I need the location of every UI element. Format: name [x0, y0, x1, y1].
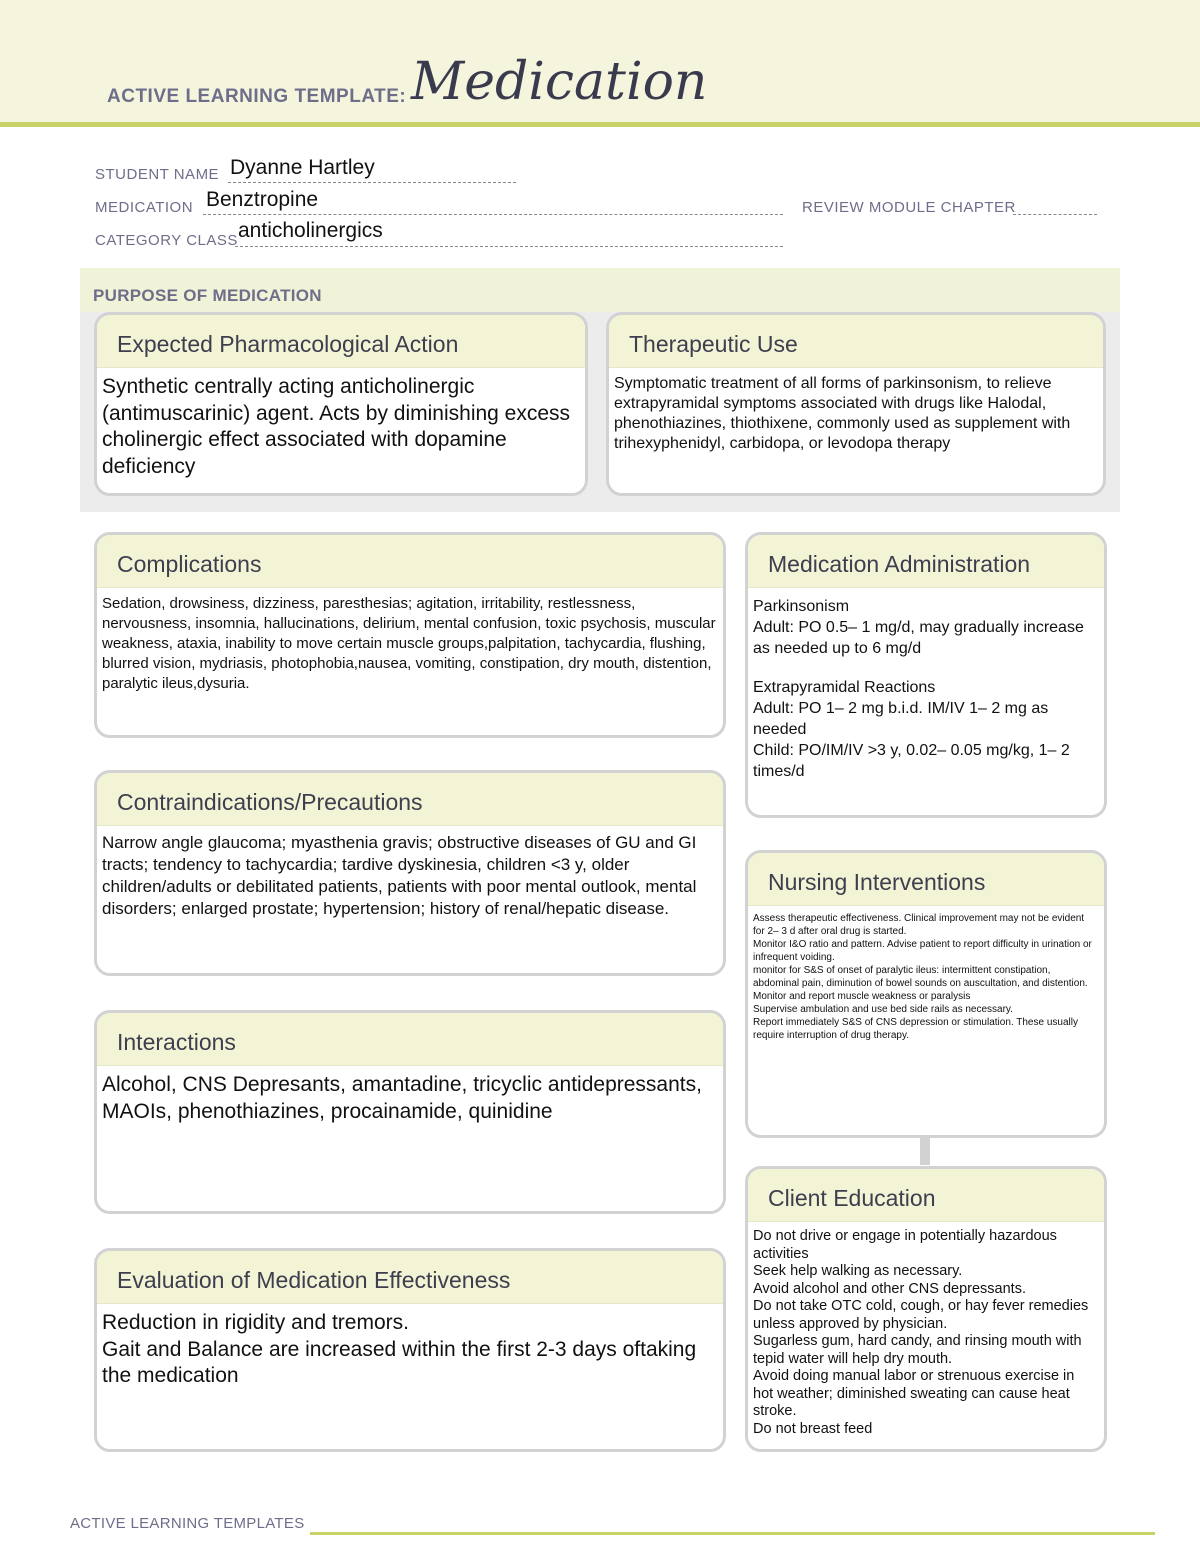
medication-label: MEDICATION — [95, 199, 194, 216]
nursing-line: Report immediately S&S of CNS depression or stimulation. These usually require interruption of drug therapy. — [753, 1017, 1078, 1041]
medication-field[interactable]: Benztropine — [206, 188, 319, 211]
client-education-line: Do not breast feed — [753, 1420, 873, 1437]
expected-action-header — [97, 315, 585, 368]
student-name-line — [228, 182, 516, 183]
expected-action-title: Expected Pharmacological Action — [117, 331, 459, 357]
nursing-header — [748, 853, 1104, 906]
client-education-line: Seek help walking as necessary. — [753, 1263, 963, 1279]
contraindications-box — [94, 770, 726, 976]
client-education-line: Do not drive or engage in potentially hazardous activities — [753, 1228, 1057, 1262]
header-rule — [0, 122, 1200, 127]
template-title: Medication — [411, 52, 708, 112]
therapeutic-use-box — [606, 312, 1106, 496]
interactions-box — [94, 1010, 726, 1214]
category-class-line — [235, 246, 783, 247]
box-connector — [920, 1135, 930, 1165]
student-name-field[interactable]: Dyanne Hartley — [230, 156, 375, 179]
client-education-header — [748, 1169, 1104, 1222]
interactions-header — [97, 1013, 723, 1066]
evaluation-line: Reduction in rigidity and tremors. — [102, 1311, 409, 1334]
contraindications-text[interactable]: Narrow angle glaucoma; myasthenia gravis; obstructive diseases of GU and GI tracts; tendency to tachycardia; tardive dyskinesia, children <3 y, older children/adults or debilitated patients, patients with poor mental outlook, mental disorders; enlarged prostate; hypertension; history of renal/hepatic disease. — [102, 833, 697, 918]
purpose-title: PURPOSE OF MEDICATION — [93, 286, 322, 305]
administration-line: Extrapyramidal Reactions — [753, 679, 936, 696]
nursing-box — [745, 850, 1107, 1138]
template-label: ACTIVE LEARNING TEMPLATE: — [107, 86, 407, 107]
contraindications-title: Contraindications/Precautions — [117, 789, 423, 815]
therapeutic-use-header — [609, 315, 1103, 368]
nursing-title: Nursing Interventions — [768, 869, 986, 895]
administration-header — [748, 535, 1104, 588]
administration-line: Parkinsonism — [753, 598, 850, 615]
client-education-title: Client Education — [768, 1185, 936, 1211]
evaluation-box — [94, 1248, 726, 1452]
complications-title: Complications — [117, 551, 262, 577]
nursing-line: Monitor and report muscle weakness or paralysis — [753, 991, 971, 1002]
nursing-line: monitor for S&S of onset of paralytic ileus: intermittent constipation, abdominal pain, diminution of bowel sounds on auscultation, and distention. — [753, 965, 1088, 989]
administration-line: Child: PO/IM/IV >3 y, 0.02– 0.05 mg/kg, 1– 2 times/d — [753, 742, 1070, 780]
evaluation-header — [97, 1251, 723, 1304]
contraindications-header — [97, 773, 723, 826]
nursing-line: Assess therapeutic effectiveness. Clinical improvement may not be evident for 2– 3 d after oral drug is started. — [753, 913, 1085, 937]
complications-text[interactable]: Sedation, drowsiness, dizziness, paresthesias; agitation, irritability, restlessness, nervousness, insomnia, hallucinations, delirium, mental confusion, toxic psychosis, muscular weakness, ataxia, inability to move certain muscle groups,palpitation, tachycardia, flushing, blurred vision, mydriasis, photophobia,nausea, vomiting, constipation, dry mouth, distention, paralytic ileus,dysuria. — [102, 595, 716, 692]
expected-action-box — [94, 312, 588, 496]
therapeutic-use-text[interactable]: Symptomatic treatment of all forms of parkinsonism, to relieve extrapyramidal symptoms associated with drugs like Halodal, phenothiazines, thiothixene, commonly used as supplement with trihexyphenidyl, carbidopa, or levodopa therapy — [614, 375, 1071, 452]
category-class-field[interactable]: anticholinergics — [238, 219, 383, 242]
administration-text[interactable] — [748, 588, 1104, 782]
therapeutic-use-title: Therapeutic Use — [629, 331, 798, 357]
review-module-line — [1013, 214, 1097, 215]
student-name-label: STUDENT NAME — [95, 166, 220, 183]
client-education-line: Avoid alcohol and other CNS depressants. — [753, 1280, 1026, 1297]
client-education-line: Avoid doing manual labor or strenuous exercise in hot weather; diminished sweating can cause heat stroke. — [753, 1368, 1075, 1419]
nursing-line: Monitor I&O ratio and pattern. Advise patient to report difficulty in urination or infrequent voiding. — [753, 939, 1092, 963]
footer-rule — [310, 1532, 1155, 1535]
evaluation-line: Gait and Balance are increased within the first 2-3 days oftaking the medication — [102, 1337, 697, 1387]
medication-line — [203, 214, 783, 215]
administration-box — [745, 532, 1107, 818]
complications-box — [94, 532, 726, 738]
administration-title: Medication Administration — [768, 551, 1031, 577]
footer-label: ACTIVE LEARNING TEMPLATES — [70, 1515, 305, 1532]
client-education-line: Sugarless gum, hard candy, and rinsing mouth with tepid water will help dry mouth. — [753, 1333, 1082, 1367]
client-education-box — [745, 1166, 1107, 1452]
nursing-text[interactable] — [748, 906, 1104, 1042]
complications-header — [97, 535, 723, 588]
client-education-line: Do not take OTC cold, cough, or hay fever remedies unless approved by physician. — [753, 1298, 1089, 1332]
administration-line: Adult: PO 0.5– 1 mg/d, may gradually increase as needed up to 6 mg/d — [753, 619, 1084, 657]
evaluation-text[interactable] — [97, 1304, 723, 1390]
review-module-label: REVIEW MODULE CHAPTER — [802, 199, 1016, 216]
nursing-line: Supervise ambulation and use bed side rails as necessary. — [753, 1004, 1013, 1015]
category-class-label: CATEGORY CLASS — [95, 232, 238, 249]
administration-line: Adult: PO 1– 2 mg b.i.d. IM/IV 1– 2 mg as needed — [753, 700, 1049, 738]
interactions-text[interactable]: Alcohol, CNS Depresants, amantadine, tricyclic antidepressants, MAOIs, phenothiazines, procainamide, quinidine — [102, 1073, 702, 1123]
client-education-text[interactable] — [748, 1222, 1104, 1438]
interactions-title: Interactions — [117, 1029, 236, 1055]
evaluation-title: Evaluation of Medication Effectiveness — [117, 1267, 511, 1293]
expected-action-text[interactable]: Synthetic centrally acting anticholinergic (antimuscarinic) agent. Acts by diminishing excess cholinergic effect associated with dopamine deficiency — [102, 375, 571, 478]
